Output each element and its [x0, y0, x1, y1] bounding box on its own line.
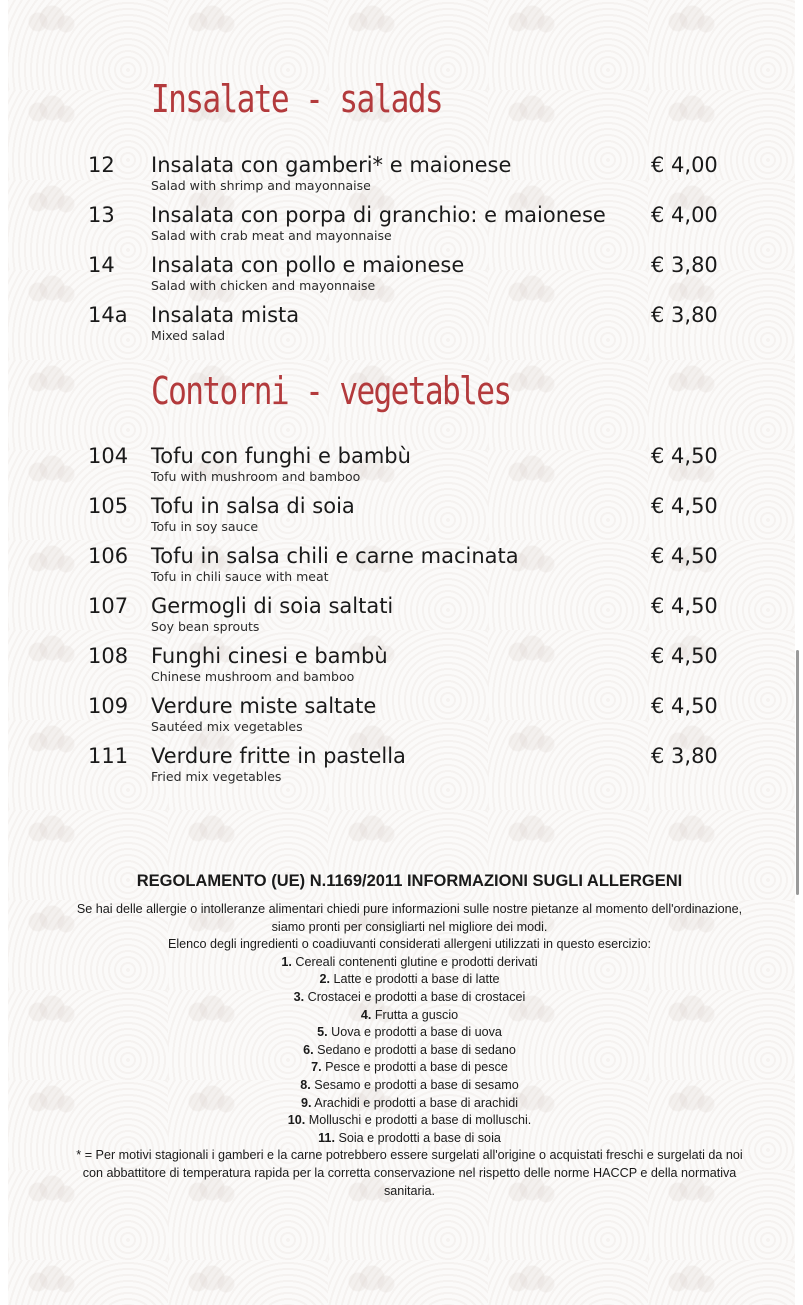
item-name: Insalata con gamberi* e maionese: [151, 153, 512, 177]
allergen-number: 10.: [287, 1113, 306, 1128]
item-subtitle: Tofu in soy sauce: [151, 519, 259, 534]
allergen-intro: Se hai delle allergie o intolleranze alimentari chiedi pure informazioni sulle nostre pietanze al momento dell'ordinazione, siamo pronti per consigliarti nel migliore dei modi.: [76, 902, 743, 934]
menu-item: [8, 643, 803, 689]
allergen-text: Soia e prodotti a base di soia: [338, 1130, 501, 1145]
allergen-text: Sedano e prodotti a base di sedano: [317, 1042, 516, 1057]
allergen-item: [68, 1112, 751, 1130]
item-number: 14: [88, 253, 115, 277]
item-price: € 4,50: [651, 544, 718, 568]
allergen-item: [68, 1024, 751, 1042]
allergen-title: REGOLAMENTO (UE) N.1169/2011 INFORMAZIONI SUGLI ALLERGENI: [136, 872, 683, 890]
allergen-number: 1.: [281, 954, 292, 969]
menu-item: [8, 593, 803, 639]
allergen-item: [68, 1042, 751, 1060]
item-price: € 3,80: [651, 253, 718, 277]
section-title-vegetables: Contorni - vegetables: [151, 369, 511, 413]
item-number: 12: [88, 153, 115, 177]
allergen-text: Molluschi e prodotti a base di molluschi.: [308, 1113, 532, 1128]
item-name: Insalata con pollo e maionese: [151, 253, 465, 277]
item-subtitle: Tofu in chili sauce with meat: [151, 569, 329, 584]
item-number: 13: [88, 203, 115, 227]
allergen-number: 8.: [300, 1077, 311, 1092]
allergen-number: 2.: [319, 972, 331, 987]
item-subtitle: Soy bean sprouts: [151, 619, 260, 634]
item-name: Verdure fritte in pastella: [151, 744, 406, 768]
item-number: 105: [88, 494, 129, 518]
item-subtitle: Chinese mushroom and bamboo: [151, 669, 355, 684]
item-name: Tofu in salsa chili e carne macinata: [151, 544, 519, 568]
menu-item: [8, 202, 803, 248]
allergen-text: Crostacei e prodotti a base di crostacei: [307, 989, 526, 1004]
allergen-item: [68, 1077, 751, 1095]
item-price: € 3,80: [651, 744, 718, 768]
allergen-list: [68, 954, 751, 1148]
allergen-text: Frutta a guscio: [374, 1007, 459, 1022]
allergen-item: [68, 989, 751, 1007]
item-subtitle: Mixed salad: [151, 328, 226, 343]
item-number: 109: [88, 694, 129, 718]
item-number: 14a: [88, 303, 128, 327]
item-price: € 4,50: [651, 694, 718, 718]
allergen-list-intro: Elenco degli ingredienti o coadiuvanti considerati allergeni utilizzati in questo esercizio:: [167, 937, 652, 952]
menu-page: [8, 0, 795, 1305]
item-price: € 4,50: [651, 494, 718, 518]
allergen-item: [68, 1059, 751, 1077]
item-price: € 4,50: [651, 644, 718, 668]
allergen-item: [68, 971, 751, 989]
item-subtitle: Salad with crab meat and mayonnaise: [151, 228, 392, 243]
allergen-number: 11.: [318, 1130, 335, 1145]
item-subtitle: Salad with shrimp and mayonnaise: [151, 178, 371, 193]
section-title-salads: Insalate - salads: [151, 77, 443, 121]
item-subtitle: Salad with chicken and mayonnaise: [151, 278, 376, 293]
item-name: Insalata con porpa di granchio: e maionese: [151, 203, 606, 227]
allergen-number: 9.: [300, 1095, 312, 1110]
item-name: Germogli di soia saltati: [151, 594, 394, 618]
allergen-number: 6.: [303, 1042, 314, 1057]
item-number: 108: [88, 644, 129, 668]
item-price: € 3,80: [651, 303, 718, 327]
allergen-item: [68, 1007, 751, 1025]
allergen-number: 4.: [360, 1007, 372, 1022]
allergen-number: 7.: [311, 1060, 322, 1075]
item-name: Tofu con funghi e bambù: [151, 444, 411, 468]
allergen-text: Latte e prodotti a base di latte: [333, 972, 500, 987]
allergen-text: Cereali contenenti glutine e prodotti derivati: [295, 954, 538, 969]
item-name: Insalata mista: [151, 303, 300, 327]
item-number: 104: [88, 444, 129, 468]
item-subtitle: Tofu with mushroom and bamboo: [151, 469, 361, 484]
menu-item: [8, 252, 803, 298]
allergen-item: [68, 1130, 751, 1148]
item-number: 107: [88, 594, 129, 618]
allergen-number: 5.: [317, 1025, 328, 1040]
item-price: € 4,50: [651, 444, 718, 468]
item-number: 111: [88, 744, 129, 768]
allergen-footnote: * = Per motivi stagionali i gamberi e la carne potrebbero essere surgelati all'origine o acquistati freschi e surgelati da noi con abbattitore di temperatura rapida per la corretta conservazione nel rispetto delle norme HACCP e della normativa sanitaria.: [76, 1148, 743, 1198]
menu-item: [8, 493, 803, 539]
item-name: Tofu in salsa di soia: [151, 494, 355, 518]
menu-item: [8, 302, 803, 348]
allergen-number: 3.: [293, 989, 305, 1004]
allergen-text: Pesce e prodotti a base di pesce: [325, 1060, 508, 1075]
allergen-text: Sesamo e prodotti a base di sesamo: [314, 1077, 519, 1092]
item-name: Funghi cinesi e bambù: [151, 644, 388, 668]
allergen-info: [68, 872, 751, 1200]
item-subtitle: Sautéed mix vegetables: [151, 719, 303, 734]
menu-item: [8, 693, 803, 739]
allergen-item: [68, 1095, 751, 1113]
menu-item: [8, 543, 803, 589]
item-price: € 4,00: [651, 153, 718, 177]
item-number: 106: [88, 544, 129, 568]
menu-item: [8, 743, 803, 789]
item-name: Verdure miste saltate: [151, 694, 377, 718]
allergen-item: [68, 954, 751, 972]
scrollbar[interactable]: [796, 650, 799, 895]
allergen-text: Arachidi e prodotti a base di arachidi: [314, 1095, 519, 1110]
menu-item: [8, 152, 803, 198]
item-subtitle: Fried mix vegetables: [151, 769, 282, 784]
item-price: € 4,00: [651, 203, 718, 227]
item-price: € 4,50: [651, 594, 718, 618]
allergen-text: Uova e prodotti a base di uova: [331, 1025, 502, 1040]
menu-item: [8, 443, 803, 489]
